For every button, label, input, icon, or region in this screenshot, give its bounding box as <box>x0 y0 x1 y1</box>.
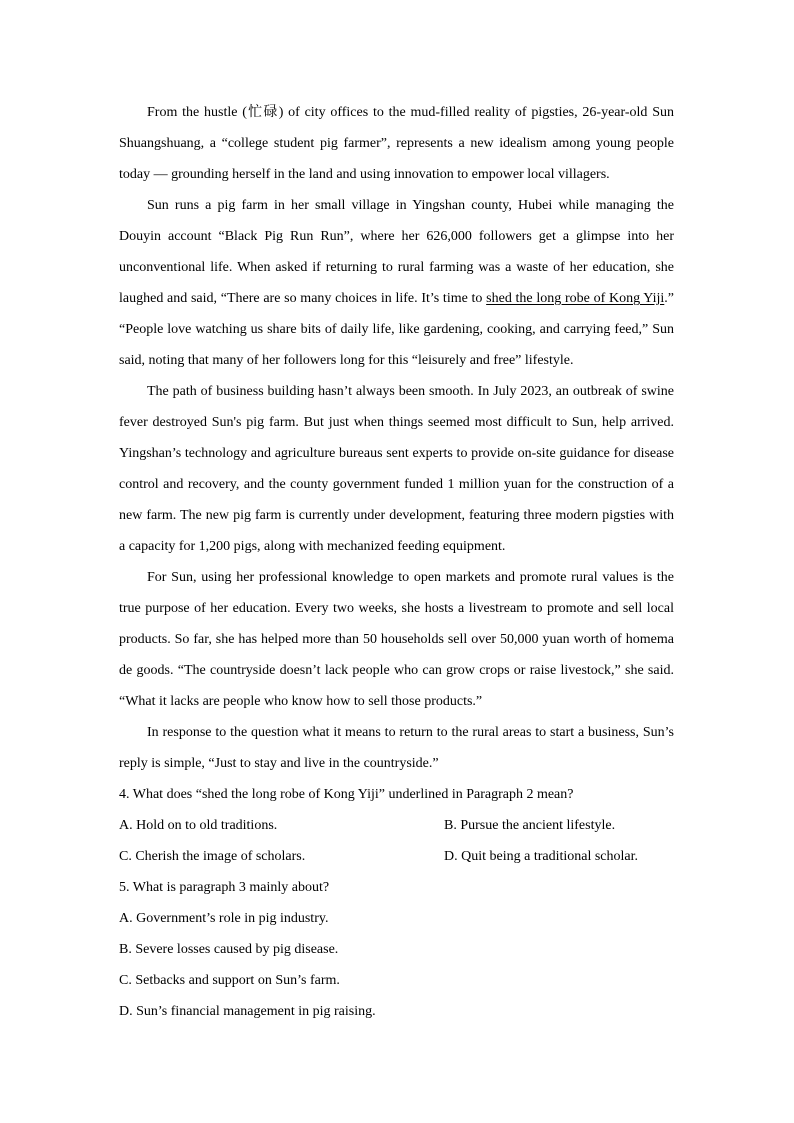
paragraph-5: In response to the question what it means to return to the rural areas to start a business, Sun’s reply is simple, “Just to stay and live in the countryside.” <box>119 725 674 771</box>
paragraph-2 <box>119 190 674 376</box>
underlined-phrase: shed the long robe of Kong Yiji <box>486 291 665 306</box>
question-5-option-b: B. Severe losses caused by pig disease. <box>119 942 339 957</box>
question-5-stem: 5. What is paragraph 3 mainly about? <box>119 880 330 895</box>
paragraph-2-text-before: Sun runs a pig farm in her small village in Yingshan county, Hubei while managing the Douyin account “Black Pig Run Run”, where her 626,000 followers get a glimpse into her unconventional life. When asked if returning to rural farming was a waste of her education, she laughed and said, “There are so many choices in life. It’s time to <box>119 198 674 306</box>
question-4-stem: 4. What does “shed the long robe of Kong Yiji” underlined in Paragraph 2 mean? <box>119 787 574 802</box>
question-4-option-c: C. Cherish the image of scholars. <box>119 849 306 864</box>
paragraph-4: For Sun, using her professional knowledge to open markets and promote rural values is the true purpose of her education. Every two weeks, she hosts a livestream to promote and sell local products. So far, she has helped more than 50 households sell over 50,000 yuan worth of homema de goods. “The countryside doesn’t lack people who can grow crops or raise livestock,” she said. “What it lacks are people who know how to sell those products.” <box>119 570 674 709</box>
question-5-option-c: C. Setbacks and support on Sun’s farm. <box>119 973 340 988</box>
question-5-option-a: A. Government’s role in pig industry. <box>119 911 329 926</box>
paragraph-3: The path of business building hasn’t always been smooth. In July 2023, an outbreak of swine fever destroyed Sun's pig farm. But just when things seemed most difficult to Sun, help arrived. Yingshan’s technology and agriculture bureaus sent experts to provide on-site guidance for disease control and recovery, and the county government funded 1 million yuan for the construction of a new farm. The new pig farm is currently under development, featuring three modern pigsties with a capacity for 1,200 pigs, along with mechanized feeding equipment. <box>119 384 674 554</box>
question-4-options-row-2 <box>119 841 674 872</box>
question-4-option-d: D. Quit being a traditional scholar. <box>444 849 639 864</box>
question-4-options-row-1 <box>119 810 674 841</box>
paragraph-2-text-after: .” “People love watching us share bits of daily life, like gardening, cooking, and carrying feed,” Sun said, noting that many of her followers long for this “leisurely and free” lifestyle. <box>119 291 674 368</box>
question-4-option-a: A. Hold on to old traditions. <box>119 818 278 833</box>
paragraph-1: From the hustle (忙碌) of city offices to the mud-filled reality of pigsties, 26-year-old Sun Shuangshuang, a “college student pig farmer”, represents a new idealism among young people today — grounding herself in the land and using innovation to empower local villagers. <box>119 105 674 182</box>
document-page <box>119 97 674 1027</box>
question-4-option-b: B. Pursue the ancient lifestyle. <box>444 818 616 833</box>
question-5-option-d: D. Sun’s financial management in pig raising. <box>119 1004 376 1019</box>
